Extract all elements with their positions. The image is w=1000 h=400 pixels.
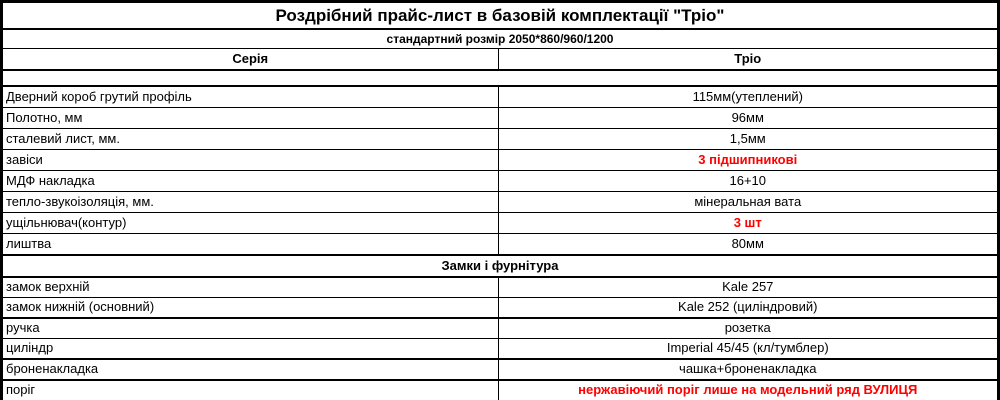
row-value: чашка+броненакладка [498, 359, 999, 380]
row-label: замок верхній [2, 277, 499, 298]
table-row [2, 234, 999, 256]
row-value: 16+10 [498, 171, 999, 192]
row-label: ущільнювач(контур) [2, 213, 499, 234]
row-value: 115мм(утеплений) [498, 86, 999, 108]
table-row [2, 108, 999, 129]
page-title: Роздрібний прайс-лист в базовій комплектації "Тріо" [2, 2, 999, 30]
table-row [2, 359, 999, 380]
row-label: Дверний короб грутий профіль [2, 86, 499, 108]
column-header-model: Тріо [498, 49, 999, 71]
table-row [2, 318, 999, 339]
title-row [2, 2, 999, 30]
row-value: 96мм [498, 108, 999, 129]
row-label: броненакладка [2, 359, 499, 380]
row-value: Kale 257 [498, 277, 999, 298]
row-label: поріг [2, 380, 499, 400]
row-value-highlighted: 3 шт [498, 213, 999, 234]
row-label: завіси [2, 150, 499, 171]
row-label: ручка [2, 318, 499, 339]
spacer-cell [2, 70, 999, 86]
section-header-row [2, 255, 999, 277]
spacer-row [2, 70, 999, 86]
table-row [2, 298, 999, 319]
row-value: мінеральная вата [498, 192, 999, 213]
table-row [2, 339, 999, 360]
standard-size-subtitle: стандартний розмір 2050*860/960/1200 [2, 29, 999, 49]
row-label: МДФ накладка [2, 171, 499, 192]
row-label: замок нижній (основний) [2, 298, 499, 319]
row-label: лиштва [2, 234, 499, 256]
column-header-row [2, 49, 999, 71]
table-row [2, 129, 999, 150]
row-value: розетка [498, 318, 999, 339]
row-value: Imperial 45/45 (кл/тумблер) [498, 339, 999, 360]
row-label: сталевий лист, мм. [2, 129, 499, 150]
section-header-locks: Замки і фурнітура [2, 255, 999, 277]
row-value-highlighted: 3 підшипникові [498, 150, 999, 171]
table-row [2, 192, 999, 213]
table-row [2, 86, 999, 108]
row-label: Полотно, мм [2, 108, 499, 129]
table-row [2, 380, 999, 400]
row-value: 1,5мм [498, 129, 999, 150]
table-row [2, 171, 999, 192]
row-label: тепло-звукоізоляція, мм. [2, 192, 499, 213]
subtitle-row [2, 29, 999, 49]
table-row [2, 213, 999, 234]
row-label: циліндр [2, 339, 499, 360]
row-value-highlighted: нержавіючий поріг лише на модельний ряд ВУЛИЦЯ [498, 380, 999, 400]
row-value: Kale 252 (циліндровий) [498, 298, 999, 319]
table-row [2, 150, 999, 171]
column-header-series: Серія [2, 49, 499, 71]
row-value: 80мм [498, 234, 999, 256]
table-row [2, 277, 999, 298]
